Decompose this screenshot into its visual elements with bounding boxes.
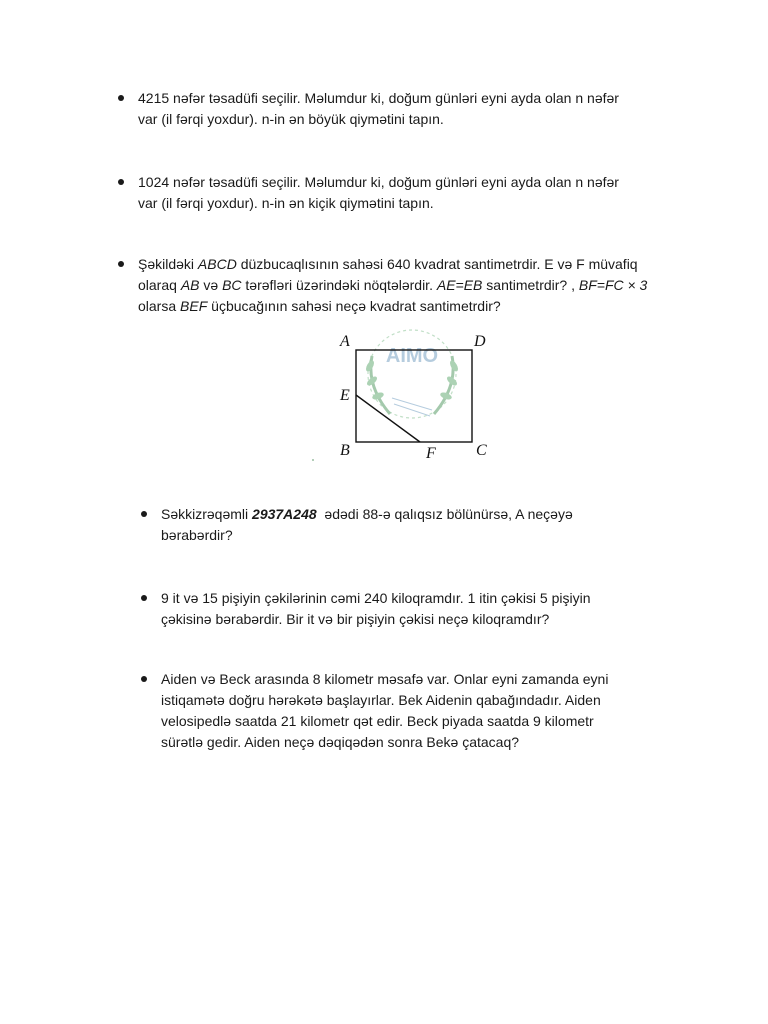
bullet-icon [116,254,138,275]
condition-ae-eb: AE=EB [436,277,483,293]
label-b: B [340,442,350,459]
question-5-line-1: 9 it və 15 pişiyin çəkilərinin cəmi 240 kiloqramdır. 1 itin çəkisi 5 pişiyin [161,590,591,606]
rectangle-figure [310,326,510,466]
question-2-line-2: var (il fərqi yoxdur). n-in ən kiçik qiymətini tapın. [138,195,434,211]
question-4-line-2: bərabərdir? [161,527,233,543]
bullet-icon [139,504,161,525]
question-3-text [138,254,647,317]
number-2937a248: 2937A248 [252,506,317,522]
text-run: və [199,277,223,293]
question-5-line-2: çəkisinə bərabərdir. Bir it və bir pişiyin çəkisi neçə kiloqramdır? [161,611,550,627]
question-6-line-3: velosipedlə saatda 21 kilometr qət edir. Beck piyada saatda 9 kilometr [161,713,594,729]
watermark-logo [364,330,459,418]
label-a: A [340,333,350,350]
text-run: üçbucağının sahəsi neçə kvadrat santimetrdir? [207,298,501,314]
condition-bf-fc: BF=FC × 3 [578,277,648,293]
side-ab: AB [180,277,200,293]
text-run: Şəkildəki [138,256,198,272]
question-4-line-1 [161,504,573,525]
rect-name: ABCD [197,256,237,272]
text-run: tərəfləri üzərindəki nöqtələrdir. [241,277,437,293]
label-d: D [474,333,486,350]
text-run: olaraq [138,277,181,293]
question-2 [116,172,619,214]
question-3-line-2 [138,275,647,296]
text-run: ədədi 88-ə qalıqsız bölünürsə, A neçəyə [316,506,573,522]
question-2-text [138,172,619,214]
question-6-line-1: Aiden və Beck arasında 8 kilometr məsafə var. Onlar eyni zamanda eyni [161,671,609,687]
question-1-text [138,88,619,130]
text-run: santimetrdir? , [482,277,579,293]
question-1-line-2: var (il fərqi yoxdur). n-in ən böyük qiymətini tapın. [138,111,444,127]
triangle-name: BEF [180,298,208,314]
question-3-line-1 [138,254,647,275]
label-e: E [340,387,350,404]
question-1 [116,88,619,130]
question-6-line-2: istiqamətə doğru hərəkətə başlayırlar. Bek Aidenin qabağındadır. Aiden [161,692,601,708]
question-4-text [161,504,573,546]
question-1-line-1: 4215 nəfər təsadüfi seçilir. Məlumdur ki, doğum günləri eyni ayda olan n nəfər [138,90,619,106]
question-6 [139,669,608,753]
question-6-line-4: sürətlə gedir. Aiden neçə dəqiqədən sonra Bekə çatacaq? [161,734,520,750]
bullet-icon [116,88,138,109]
watermark-text: AIMO [385,345,439,367]
side-bc: BC [222,277,242,293]
question-2-line-1: 1024 nəfər təsadüfi seçilir. Məlumdur ki, doğum günləri eyni ayda olan n nəfər [138,174,619,190]
segment-ef [356,395,420,442]
question-6-text [161,669,608,753]
question-5 [139,588,591,630]
question-5-text [161,588,591,630]
bullet-icon [139,588,161,609]
bullet-icon [116,172,138,193]
text-run: düzbucaqlısının sahəsi 640 kvadrat santimetrdir. E və F müvafiq [236,256,638,272]
text-run: olarsa [138,298,181,314]
label-f: F [426,445,436,462]
question-3 [116,254,647,317]
bullet-icon [139,669,161,690]
speck-dot [312,459,314,461]
question-3-line-3 [138,296,647,317]
text-run: Səkkizrəqəmli [161,506,253,522]
label-c: C [476,442,487,459]
question-4 [139,504,573,546]
